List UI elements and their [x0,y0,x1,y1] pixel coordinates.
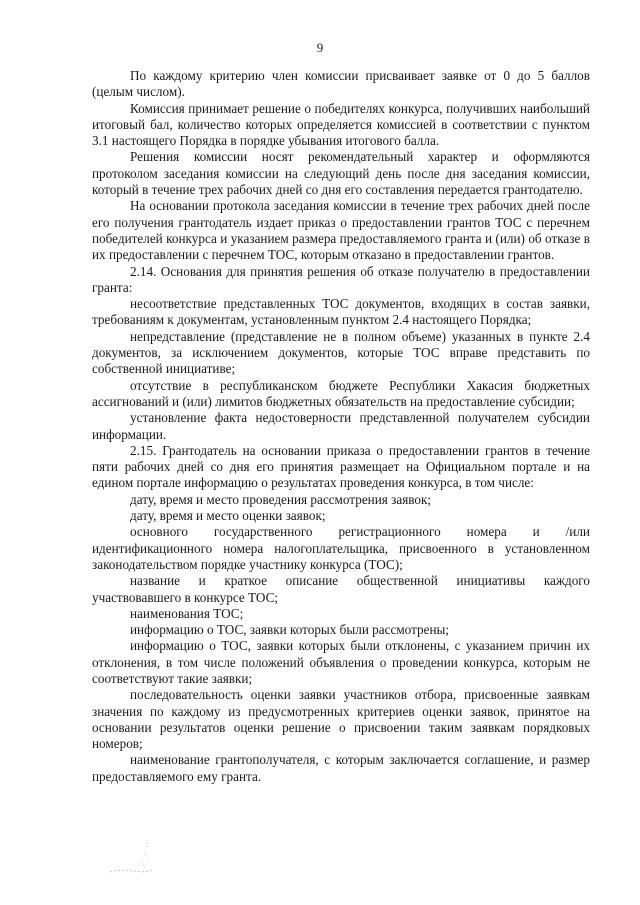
list-item: основного государственного регистрационного номера и /или идентификационного номера налогоплательщика, присвоенного в установленном законодательством порядке участнику конкурса (ТОС); [92,524,590,572]
list-item: установление факта недостоверности представленной получателем субсидии информации. [92,410,590,442]
list-item: название и краткое описание общественной инициативы каждого участвовавшего в конкурсе ТОС; [92,573,590,605]
list-item: наименования ТОС; [130,605,244,621]
list-item: последовательность оценки заявки участников отбора, присвоенные заявкам значения по каждому из предусмотренных критериев оценки заявок, принятое на основании результатов оценки решение о присвоении таким заявкам порядковых номеров; [92,687,590,752]
list-item: отсутствие в республиканском бюджете Республики Хакасия бюджетных ассигнований и (или) лимитов бюджетных обязательств на предоставление субсидии; [92,377,590,409]
page-number: 9 [316,40,324,55]
section-heading-2-14: 2.14. Основания для принятия решения об отказе получателю в предоставлении гранта: [92,263,590,295]
list-item: дату, время и место проведения рассмотрения заявок; [130,491,432,507]
list-item: непредставление (представление не в полном объеме) указанных в пункте 2.4 документов, за исключением документов, которые ТОС вправе представить по собственной инициативе; [92,328,590,377]
list-item: информацию о ТОС, заявки которых были рассмотрены; [130,622,450,638]
list-item: несоответствие представленных ТОС документов, входящих в состав заявки, требованиям к документам, установленным пунктом 2.4 настоящего Порядка; [92,296,590,328]
faint-pencil-mark [108,838,158,882]
list-item: наименование грантополучателя, с которым заключается соглашение, и размер предоставляемого ему гранта. [92,752,590,784]
paragraph: Комиссия принимает решение о победителях конкурса, получивших наибольший итоговый бал, количество которых определяется комиссией в соответствии с пунктом 3.1 настоящего Порядка в порядке убывания итогового балла. [92,100,590,149]
paragraph: На основании протокола заседания комиссии в течение трех рабочих дней после его получения грантодатель издает приказ о предоставлении грантов ТОС с перечнем победителей конкурса и указанием размера предоставляемого гранта и (или) об отказе в их предоставлении с перечнем ТОС, которым отказано в предоставлении грантов. [92,198,590,263]
paragraph: Решения комиссии носят рекомендательный характер и оформляются протоколом заседания комиссии на следующий день после дня заседания комиссии, который в течение трех рабочих дней со дня его составления передается грантодателю. [92,149,590,198]
section-heading-2-15: 2.15. Грантодатель на основании приказа о предоставлении грантов в течение пяти рабочих дней со дня его принятия размещает на Официальном портале и на едином портале информацию о результатах проведения конкурса, в том числе: [92,442,590,491]
document-body [92,68,590,785]
paragraph: По каждому критерию член комиссии присваивает заявке от 0 до 5 баллов (целым числом). [92,68,590,100]
list-item: дату, время и место оценки заявок; [130,508,326,524]
list-item: информацию о ТОС, заявки которых были отклонены, с указанием причин их отклонения, в том числе положений объявления о проведении конкурса, которым не соответствуют такие заявки; [92,638,590,686]
